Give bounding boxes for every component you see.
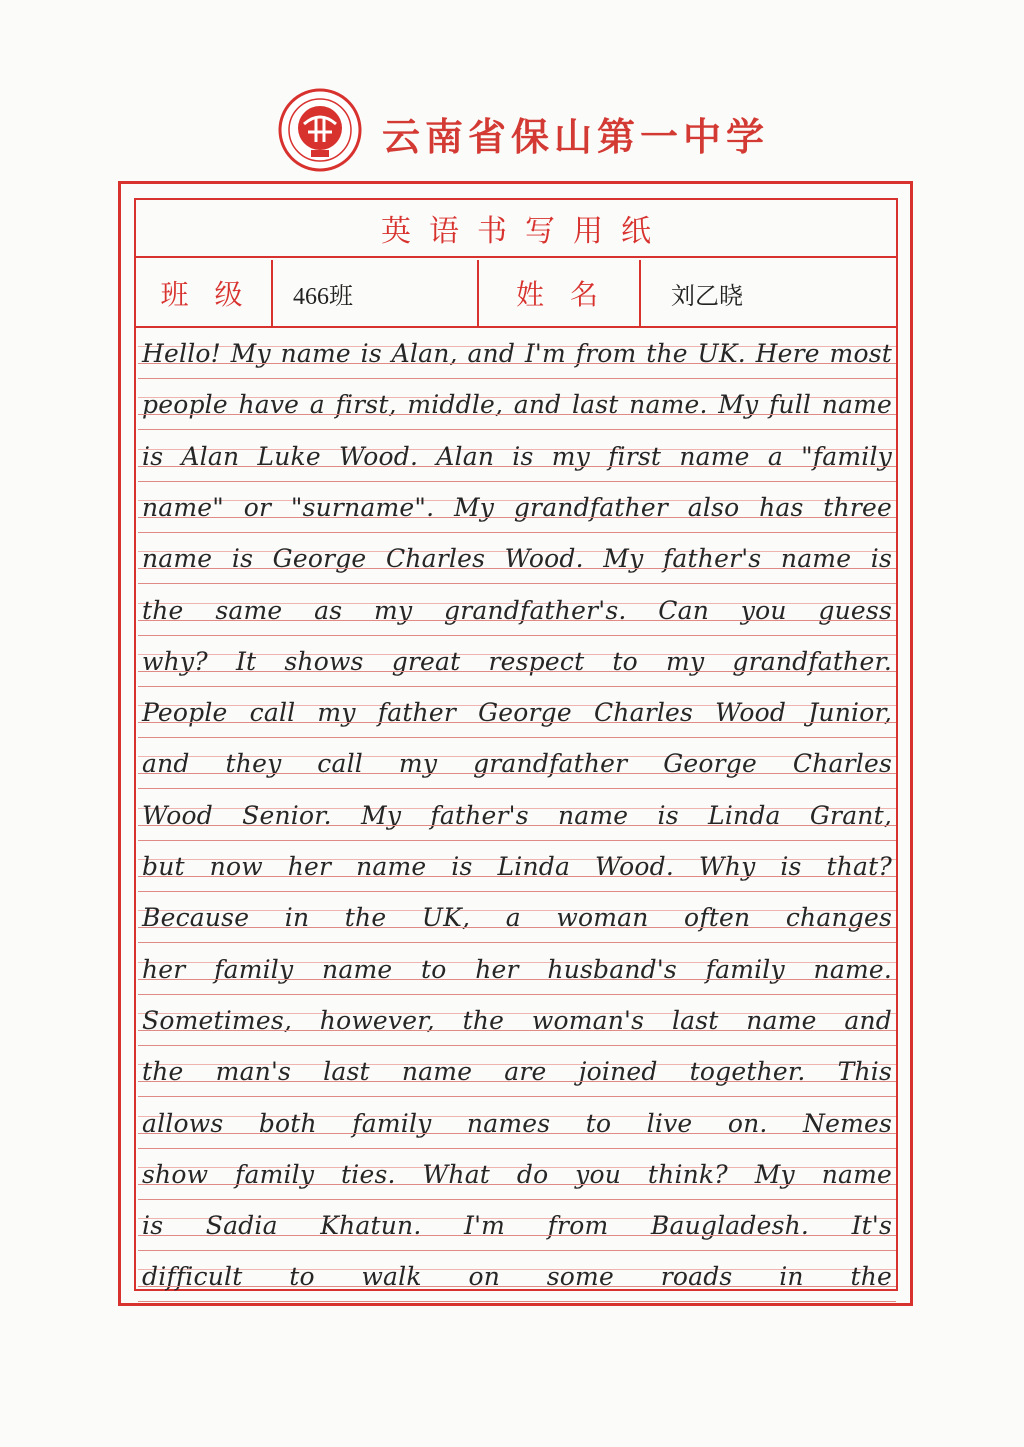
class-label: 班级 [136, 260, 273, 326]
handwritten-text: name" or "surname". My grandfather also has three [142, 492, 892, 522]
writing-line [138, 1046, 896, 1097]
handwritten-text: allows both family names to live on. Nemes [142, 1108, 892, 1138]
handwritten-text: and they call my grandfather George Charles [142, 749, 892, 779]
handwritten-text: name is George Charles Wood. My father's name is [142, 544, 892, 574]
writing-line [138, 995, 896, 1046]
writing-line [138, 1251, 896, 1302]
handwritten-text: Hello! My name is Alan, and I'm from the UK. Here most [142, 339, 892, 368]
handwritten-text: People call my father George Charles Wood Junior, [142, 698, 892, 728]
sheet-inner-frame [134, 198, 898, 1291]
writing-line [138, 431, 896, 482]
name-value: 刘乙晓 [671, 283, 743, 310]
name-label: 姓名 [479, 260, 641, 326]
writing-line [138, 1098, 896, 1149]
handwritten-text: show family ties. What do you think? My name [142, 1159, 892, 1189]
writing-sheet [118, 181, 913, 1306]
writing-line [138, 841, 896, 892]
handwritten-text: but now her name is Linda Wood. Why is that? [142, 852, 892, 881]
handwritten-text: the man's last name are joined together. This [142, 1057, 892, 1087]
writing-line [138, 379, 896, 430]
writing-line [138, 687, 896, 738]
writing-line [138, 1149, 896, 1200]
writing-line [138, 1200, 896, 1251]
writing-line [138, 738, 896, 789]
info-row [136, 260, 896, 328]
writing-line [138, 636, 896, 687]
handwritten-text: Wood Senior. My father's name is Linda Grant, [142, 800, 892, 830]
writing-line [138, 892, 896, 943]
handwritten-text: her family name to her husband's family name. [142, 954, 892, 984]
writing-area [136, 328, 896, 1292]
writing-line [138, 585, 896, 636]
handwritten-text: why? It shows great respect to my grandfather. [142, 646, 892, 676]
handwritten-text: Sometimes, however, the woman's last name and [142, 1005, 892, 1035]
handwritten-text: the same as my grandfather's. Can you guess [142, 595, 892, 625]
writing-line [138, 533, 896, 584]
class-value: 466班 [273, 260, 479, 326]
school-name: 云南省保山第一中学 [382, 114, 770, 159]
handwritten-text: is Sadia Khatun. I'm from Baugladesh. It's [142, 1211, 892, 1241]
handwritten-text: is Alan Luke Wood. Alan is my first name a "family [142, 441, 892, 471]
school-seal-icon [278, 88, 362, 172]
writing-line [138, 944, 896, 995]
handwritten-text: people have a first, middle, and last name. My full name [142, 390, 892, 420]
sheet-title: 英语书写用纸 [136, 200, 896, 258]
writing-line [138, 482, 896, 533]
handwritten-text: Because in the UK, a woman often changes [142, 903, 892, 933]
writing-line [138, 328, 896, 379]
handwritten-text: difficult to walk on some roads in the [142, 1262, 892, 1292]
writing-line [138, 790, 896, 841]
